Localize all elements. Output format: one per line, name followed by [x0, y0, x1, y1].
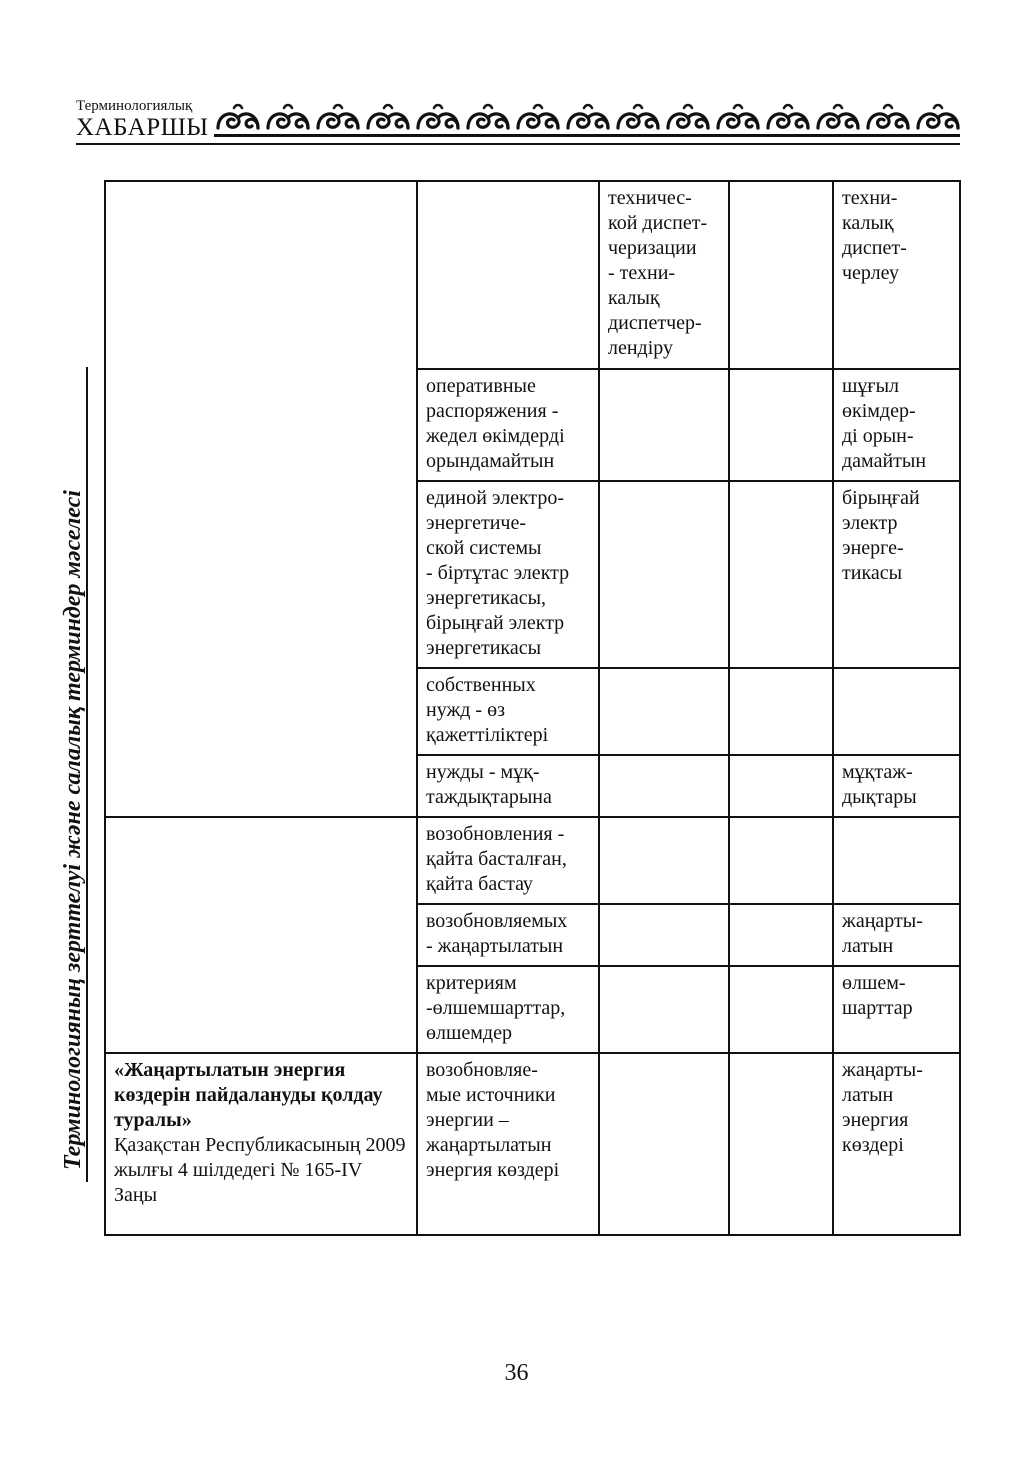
law-cell [105, 1053, 417, 1235]
cell-line: - техни- [608, 262, 676, 284]
cell-line: мые источники [426, 1084, 556, 1106]
cell-line: - жаңартылатын [426, 935, 564, 957]
cell-line: өлшем- [842, 972, 906, 994]
cell-line: возобновляемых [426, 910, 568, 932]
cell-line: техни- [842, 187, 898, 209]
cell-line: критериям [426, 972, 517, 994]
cell-line: оперативные [426, 375, 536, 397]
cell-line: энергия [842, 1109, 909, 1131]
law-cell-empty [105, 817, 417, 1053]
cell-line: дықтары [842, 786, 917, 808]
cell-line: диспетчер- [608, 312, 702, 334]
term-cell [417, 817, 599, 904]
term-cell [599, 966, 729, 1053]
cell-line: қайта бастау [426, 873, 533, 895]
header-rule [76, 143, 960, 145]
cell-line: лендіру [608, 337, 674, 359]
term-cell [833, 966, 960, 1053]
cell-line: возобновляе- [426, 1059, 538, 1081]
cell-line: көздері [842, 1134, 904, 1156]
term-cell [729, 181, 833, 369]
table-row [105, 817, 960, 904]
side-title-rule [86, 367, 88, 1182]
page-number: 36 [504, 1360, 529, 1386]
cell-line: энергетикасы [426, 637, 542, 659]
cell-line: единой электро- [426, 487, 565, 509]
cell-line: возобновления - [426, 823, 565, 845]
cell-line: латын [842, 935, 894, 957]
term-cell [833, 1053, 960, 1235]
table-row [105, 1053, 960, 1235]
cell-line: энерге- [842, 537, 904, 559]
term-cell [833, 817, 960, 904]
term-cell [729, 1053, 833, 1235]
cell-line: мұқтаж- [842, 761, 913, 783]
term-cell [417, 369, 599, 481]
cell-line: жедел өкімдерді [426, 425, 565, 447]
term-cell [833, 181, 960, 369]
cell-line: қайта басталған, [426, 848, 567, 870]
cell-line: кой диспет- [608, 212, 708, 234]
law-description: Қазақстан Республикасының 2009 жылғы 4 шілдедегі № 165-IV Заңы [114, 1134, 406, 1206]
cell-line: электр [842, 512, 898, 534]
cell-line: - біртұтас электр [426, 562, 570, 584]
cell-line: тикасы [842, 562, 903, 584]
term-cell [599, 668, 729, 755]
cell-line: -өлшемшарттар, [426, 997, 566, 1019]
term-cell [599, 481, 729, 668]
cell-line: латын [842, 1084, 894, 1106]
cell-line: ской системы [426, 537, 542, 559]
term-cell [599, 181, 729, 369]
cell-line: өлшемдер [426, 1022, 512, 1044]
cell-line: нужды - мұқ- [426, 761, 540, 783]
term-cell [417, 668, 599, 755]
term-cell [599, 755, 729, 817]
cell-line: калық [842, 212, 894, 234]
term-cell [729, 817, 833, 904]
cell-line: калық [608, 287, 660, 309]
term-cell [833, 481, 960, 668]
term-cell [417, 181, 599, 369]
term-cell [729, 755, 833, 817]
term-cell [729, 481, 833, 668]
term-cell [417, 966, 599, 1053]
cell-line: энергии – [426, 1109, 509, 1131]
cell-line: диспет- [842, 237, 907, 259]
cell-line: шарттар [842, 997, 913, 1019]
term-cell [833, 904, 960, 966]
cell-line: энергетикасы, [426, 587, 547, 609]
term-cell [833, 369, 960, 481]
term-cell [833, 668, 960, 755]
cell-line: орындамайтын [426, 450, 555, 472]
cell-line: жаңарты- [842, 1059, 923, 1081]
term-cell [729, 668, 833, 755]
term-cell [599, 817, 729, 904]
cell-line: черизации [608, 237, 697, 259]
term-cell [599, 369, 729, 481]
term-cell [417, 755, 599, 817]
cell-line: нужд - өз [426, 699, 505, 721]
term-cell [599, 1053, 729, 1235]
cell-line: энергетиче- [426, 512, 527, 534]
cell-line: собственных [426, 674, 536, 696]
journal-header [76, 98, 960, 146]
cell-line: черлеу [842, 262, 900, 284]
cell-line: қажеттіліктері [426, 724, 549, 746]
cell-line: техничес- [608, 187, 692, 209]
cell-line: бірыңғай [842, 487, 920, 509]
journal-name-small: Терминологиялық [76, 98, 193, 114]
cell-line: жаңартылатын [426, 1134, 552, 1156]
table-row [105, 181, 960, 369]
ornament-border-icon [214, 100, 960, 140]
term-cell [729, 904, 833, 966]
cell-line: ді орын- [842, 425, 914, 447]
cell-line: энергия көздері [426, 1159, 560, 1181]
law-cell-empty [105, 181, 417, 817]
cell-line: дамайтын [842, 450, 927, 472]
term-cell [417, 1053, 599, 1235]
cell-line: распоряжения - [426, 400, 559, 422]
law-title: «Жаңартылатын энергия көздерін пайдалануды қолдау туралы» [114, 1059, 383, 1131]
cell-line: өкімдер- [842, 400, 916, 422]
cell-line: таждықтарына [426, 786, 552, 808]
term-cell [833, 755, 960, 817]
cell-line: жаңарты- [842, 910, 923, 932]
journal-name-big: ХАБАРШЫ [76, 114, 209, 141]
side-title: Терминологияның зерттелуі және салалық терминдер мәселесі [60, 490, 86, 1170]
cell-line: шұғыл [842, 375, 900, 397]
term-cell [417, 481, 599, 668]
cell-line: бірыңғай электр [426, 612, 565, 634]
terms-table [104, 180, 961, 1236]
term-cell [417, 904, 599, 966]
term-cell [729, 369, 833, 481]
term-cell [729, 966, 833, 1053]
term-cell [599, 904, 729, 966]
